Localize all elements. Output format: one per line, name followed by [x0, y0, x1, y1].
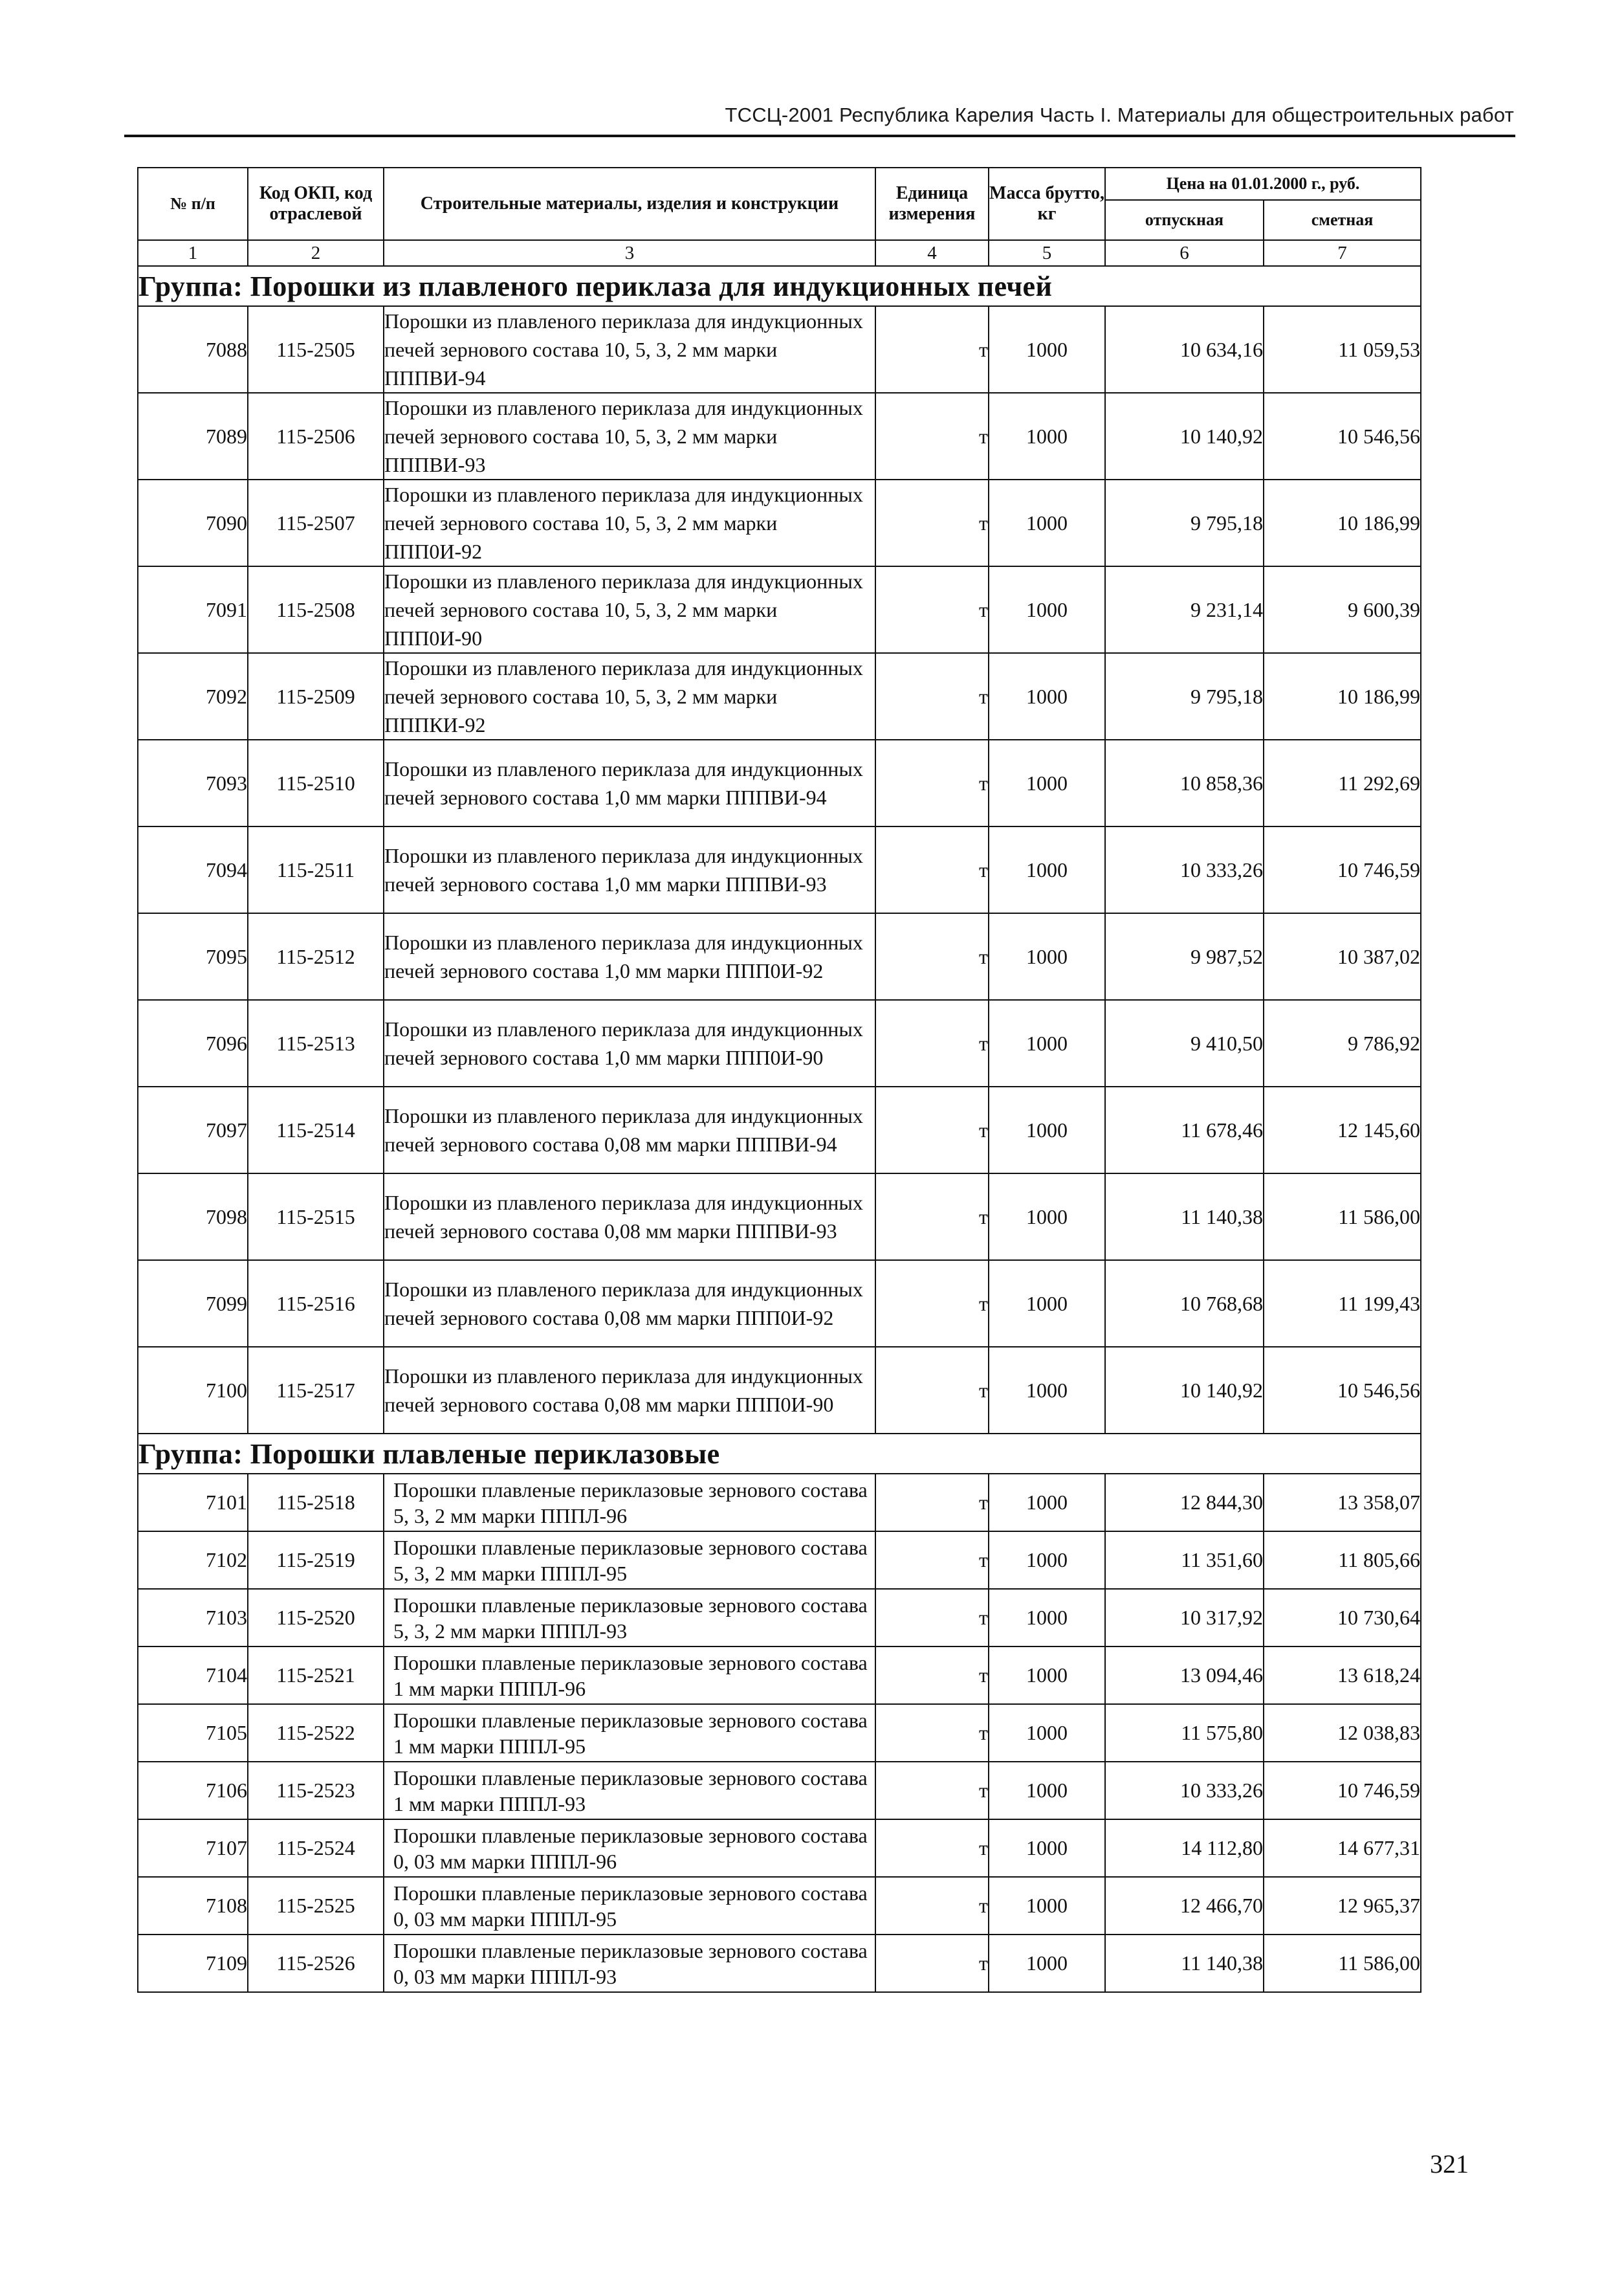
- row-price-estimate: 11 199,43: [1264, 1260, 1421, 1347]
- column-number: 6: [1105, 240, 1264, 266]
- table-row: [138, 1260, 1421, 1347]
- row-number: 7107: [138, 1819, 248, 1877]
- row-price-release: 11 575,80: [1105, 1704, 1264, 1762]
- row-description: Порошки из плавленого периклаза для индукционных печей зернового состава 10, 5, 3, 2 мм марки ППП0И-90: [384, 566, 875, 653]
- row-description: Порошки из плавленого периклаза для индукционных печей зернового состава 0,08 мм марки ПППВИ-93: [384, 1173, 875, 1260]
- row-price-release: 10 634,16: [1105, 306, 1264, 393]
- row-price-estimate: 10 186,99: [1264, 480, 1421, 566]
- row-mass: 1000: [989, 393, 1105, 480]
- row-mass: 1000: [989, 1474, 1105, 1531]
- row-price-estimate: 9 600,39: [1264, 566, 1421, 653]
- row-description: Порошки плавленые периклазовые зернового состава 1 мм марки ПППЛ-96: [384, 1647, 875, 1704]
- row-price-release: 10 333,26: [1105, 826, 1264, 913]
- row-price-estimate: 11 059,53: [1264, 306, 1421, 393]
- page-number: 321: [1430, 2149, 1469, 2179]
- table-header: [138, 168, 1421, 266]
- row-price-estimate: 12 145,60: [1264, 1087, 1421, 1173]
- price-table: [137, 167, 1421, 1993]
- row-mass: 1000: [989, 1087, 1105, 1173]
- row-mass: 1000: [989, 1000, 1105, 1087]
- header-price-release: отпускная: [1105, 200, 1264, 240]
- row-price-release: 10 768,68: [1105, 1260, 1264, 1347]
- row-code: 115-2519: [248, 1531, 384, 1589]
- table-row: [138, 913, 1421, 1000]
- row-price-estimate: 11 805,66: [1264, 1531, 1421, 1589]
- column-number: 1: [138, 240, 248, 266]
- row-number: 7109: [138, 1935, 248, 1992]
- row-price-estimate: 11 586,00: [1264, 1173, 1421, 1260]
- column-number: 2: [248, 240, 384, 266]
- row-number: 7091: [138, 566, 248, 653]
- row-code: 115-2507: [248, 480, 384, 566]
- row-code: 115-2511: [248, 826, 384, 913]
- table-row: [138, 653, 1421, 740]
- row-price-estimate: 14 677,31: [1264, 1819, 1421, 1877]
- row-code: 115-2508: [248, 566, 384, 653]
- row-unit: т: [875, 1173, 989, 1260]
- table-row: [138, 1647, 1421, 1704]
- row-description: Порошки из плавленого периклаза для индукционных печей зернового состава 0,08 мм марки ППП0И-92: [384, 1260, 875, 1347]
- row-mass: 1000: [989, 1877, 1105, 1935]
- table-row: [138, 1173, 1421, 1260]
- row-unit: т: [875, 740, 989, 826]
- row-description: Порошки из плавленого периклаза для индукционных печей зернового состава 10, 5, 3, 2 мм марки ППП0И-92: [384, 480, 875, 566]
- row-code: 115-2525: [248, 1877, 384, 1935]
- row-description: Порошки из плавленого периклаза для индукционных печей зернового состава 1,0 мм марки ППП0И-90: [384, 1000, 875, 1087]
- table-row: [138, 1935, 1421, 1992]
- row-code: 115-2512: [248, 913, 384, 1000]
- row-number: 7104: [138, 1647, 248, 1704]
- row-price-estimate: 13 358,07: [1264, 1474, 1421, 1531]
- row-unit: т: [875, 1819, 989, 1877]
- row-code: 115-2516: [248, 1260, 384, 1347]
- row-number: 7096: [138, 1000, 248, 1087]
- row-description: Порошки из плавленого периклаза для индукционных печей зернового состава 10, 5, 3, 2 мм марки ПППВИ-94: [384, 306, 875, 393]
- row-mass: 1000: [989, 653, 1105, 740]
- row-unit: т: [875, 1531, 989, 1589]
- row-description: Порошки из плавленого периклаза для индукционных печей зернового состава 10, 5, 3, 2 мм марки ПППВИ-93: [384, 393, 875, 480]
- row-price-release: 10 333,26: [1105, 1762, 1264, 1819]
- row-code: 115-2520: [248, 1589, 384, 1647]
- row-number: 7092: [138, 653, 248, 740]
- table-row: [138, 566, 1421, 653]
- row-code: 115-2513: [248, 1000, 384, 1087]
- row-description: Порошки из плавленого периклаза для индукционных печей зернового состава 1,0 мм марки ППП0И-92: [384, 913, 875, 1000]
- row-unit: т: [875, 1260, 989, 1347]
- row-unit: т: [875, 1347, 989, 1434]
- row-code: 115-2517: [248, 1347, 384, 1434]
- table-row: [138, 1000, 1421, 1087]
- header-code: Код ОКП, код отраслевой: [248, 168, 384, 240]
- row-unit: т: [875, 1647, 989, 1704]
- row-unit: т: [875, 1000, 989, 1087]
- table-row: [138, 1589, 1421, 1647]
- table-row: [138, 740, 1421, 826]
- row-price-estimate: 10 746,59: [1264, 1762, 1421, 1819]
- row-number: 7101: [138, 1474, 248, 1531]
- row-number: 7088: [138, 306, 248, 393]
- row-price-release: 10 317,92: [1105, 1589, 1264, 1647]
- row-unit: т: [875, 1762, 989, 1819]
- group-row: [138, 1434, 1421, 1474]
- group-title: Группа: Порошки плавленые периклазовые: [138, 1434, 1421, 1474]
- row-number: 7108: [138, 1877, 248, 1935]
- row-number: 7106: [138, 1762, 248, 1819]
- row-mass: 1000: [989, 913, 1105, 1000]
- row-price-estimate: 10 730,64: [1264, 1589, 1421, 1647]
- row-description: Порошки плавленые периклазовые зернового состава 0, 03 мм марки ПППЛ-95: [384, 1877, 875, 1935]
- row-price-release: 11 351,60: [1105, 1531, 1264, 1589]
- table-row: [138, 1474, 1421, 1531]
- row-description: Порошки из плавленого периклаза для индукционных печей зернового состава 10, 5, 3, 2 мм марки ПППКИ-92: [384, 653, 875, 740]
- column-number: 4: [875, 240, 989, 266]
- header-price: Цена на 01.01.2000 г., руб.: [1105, 168, 1421, 200]
- row-price-release: 11 140,38: [1105, 1935, 1264, 1992]
- row-code: 115-2518: [248, 1474, 384, 1531]
- row-mass: 1000: [989, 1260, 1105, 1347]
- row-description: Порошки плавленые периклазовые зернового состава 0, 03 мм марки ПППЛ-93: [384, 1935, 875, 1992]
- row-unit: т: [875, 393, 989, 480]
- table-row: [138, 306, 1421, 393]
- row-price-release: 12 466,70: [1105, 1877, 1264, 1935]
- table-row: [138, 1087, 1421, 1173]
- row-mass: 1000: [989, 1173, 1105, 1260]
- table-row: [138, 1762, 1421, 1819]
- row-number: 7093: [138, 740, 248, 826]
- row-price-estimate: 10 546,56: [1264, 1347, 1421, 1434]
- table-row: [138, 1877, 1421, 1935]
- row-price-release: 10 140,92: [1105, 393, 1264, 480]
- row-unit: т: [875, 913, 989, 1000]
- row-price-estimate: 13 618,24: [1264, 1647, 1421, 1704]
- row-description: Порошки плавленые периклазовые зернового состава 5, 3, 2 мм марки ПППЛ-96: [384, 1474, 875, 1531]
- row-unit: т: [875, 1474, 989, 1531]
- row-price-estimate: 12 965,37: [1264, 1877, 1421, 1935]
- row-price-release: 9 795,18: [1105, 653, 1264, 740]
- row-number: 7097: [138, 1087, 248, 1173]
- row-price-release: 9 231,14: [1105, 566, 1264, 653]
- table-body: [138, 266, 1421, 1992]
- row-mass: 1000: [989, 1819, 1105, 1877]
- row-unit: т: [875, 1877, 989, 1935]
- row-price-release: 11 678,46: [1105, 1087, 1264, 1173]
- header-price-estimate: сметная: [1264, 200, 1421, 240]
- row-price-release: 11 140,38: [1105, 1173, 1264, 1260]
- row-mass: 1000: [989, 1935, 1105, 1992]
- row-description: Порошки из плавленого периклаза для индукционных печей зернового состава 1,0 мм марки ПППВИ-93: [384, 826, 875, 913]
- row-code: 115-2506: [248, 393, 384, 480]
- row-mass: 1000: [989, 826, 1105, 913]
- group-row: [138, 266, 1421, 306]
- row-code: 115-2522: [248, 1704, 384, 1762]
- row-code: 115-2524: [248, 1819, 384, 1877]
- row-mass: 1000: [989, 1589, 1105, 1647]
- table-row: [138, 1531, 1421, 1589]
- header-materials: Строительные материалы, изделия и конструкции: [384, 168, 875, 240]
- row-mass: 1000: [989, 480, 1105, 566]
- row-number: 7102: [138, 1531, 248, 1589]
- group-title: Группа: Порошки из плавленого периклаза для индукционных печей: [138, 266, 1421, 306]
- row-number: 7098: [138, 1173, 248, 1260]
- row-unit: т: [875, 480, 989, 566]
- row-number: 7100: [138, 1347, 248, 1434]
- row-price-release: 9 795,18: [1105, 480, 1264, 566]
- row-code: 115-2526: [248, 1935, 384, 1992]
- row-price-estimate: 9 786,92: [1264, 1000, 1421, 1087]
- row-price-estimate: 10 746,59: [1264, 826, 1421, 913]
- row-mass: 1000: [989, 1762, 1105, 1819]
- row-number: 7094: [138, 826, 248, 913]
- row-price-estimate: 11 586,00: [1264, 1935, 1421, 1992]
- row-code: 115-2521: [248, 1647, 384, 1704]
- row-mass: 1000: [989, 1347, 1105, 1434]
- row-price-release: 12 844,30: [1105, 1474, 1264, 1531]
- column-number: 5: [989, 240, 1105, 266]
- row-mass: 1000: [989, 306, 1105, 393]
- row-price-estimate: 10 186,99: [1264, 653, 1421, 740]
- row-unit: т: [875, 566, 989, 653]
- row-description: Порошки из плавленого периклаза для индукционных печей зернового состава 0,08 мм марки ППП0И-90: [384, 1347, 875, 1434]
- row-unit: т: [875, 653, 989, 740]
- row-price-estimate: 12 038,83: [1264, 1704, 1421, 1762]
- table-row: [138, 393, 1421, 480]
- row-unit: т: [875, 1704, 989, 1762]
- column-number: 3: [384, 240, 875, 266]
- row-description: Порошки плавленые периклазовые зернового состава 5, 3, 2 мм марки ПППЛ-95: [384, 1531, 875, 1589]
- row-mass: 1000: [989, 1531, 1105, 1589]
- row-unit: т: [875, 826, 989, 913]
- row-mass: 1000: [989, 1647, 1105, 1704]
- row-price-estimate: 10 387,02: [1264, 913, 1421, 1000]
- row-unit: т: [875, 306, 989, 393]
- table-row: [138, 1704, 1421, 1762]
- row-price-estimate: 10 546,56: [1264, 393, 1421, 480]
- row-price-release: 10 140,92: [1105, 1347, 1264, 1434]
- row-description: Порошки плавленые периклазовые зернового состава 5, 3, 2 мм марки ПППЛ-93: [384, 1589, 875, 1647]
- row-price-release: 9 410,50: [1105, 1000, 1264, 1087]
- header-unit: Единица измерения: [875, 168, 989, 240]
- row-unit: т: [875, 1087, 989, 1173]
- row-mass: 1000: [989, 740, 1105, 826]
- row-unit: т: [875, 1935, 989, 1992]
- row-description: Порошки плавленые периклазовые зернового состава 1 мм марки ПППЛ-93: [384, 1762, 875, 1819]
- header-rule: [124, 135, 1515, 137]
- row-number: 7090: [138, 480, 248, 566]
- column-number-row: [138, 240, 1421, 266]
- header-mass: Масса брутто, кг: [989, 168, 1105, 240]
- row-code: 115-2514: [248, 1087, 384, 1173]
- row-price-release: 10 858,36: [1105, 740, 1264, 826]
- row-code: 115-2505: [248, 306, 384, 393]
- table-row: [138, 480, 1421, 566]
- row-description: Порошки из плавленого периклаза для индукционных печей зернового состава 1,0 мм марки ПППВИ-94: [384, 740, 875, 826]
- row-mass: 1000: [989, 566, 1105, 653]
- row-unit: т: [875, 1589, 989, 1647]
- row-description: Порошки из плавленого периклаза для индукционных печей зернового состава 0,08 мм марки ПППВИ-94: [384, 1087, 875, 1173]
- running-header: ТССЦ-2001 Республика Карелия Часть I. Материалы для общестроительных работ: [725, 104, 1514, 126]
- row-description: Порошки плавленые периклазовые зернового состава 0, 03 мм марки ПППЛ-96: [384, 1819, 875, 1877]
- row-number: 7095: [138, 913, 248, 1000]
- table-row: [138, 1819, 1421, 1877]
- row-number: 7089: [138, 393, 248, 480]
- row-number: 7105: [138, 1704, 248, 1762]
- header-num: № п/п: [138, 168, 248, 240]
- row-price-release: 9 987,52: [1105, 913, 1264, 1000]
- row-price-release: 13 094,46: [1105, 1647, 1264, 1704]
- row-price-estimate: 11 292,69: [1264, 740, 1421, 826]
- row-price-release: 14 112,80: [1105, 1819, 1264, 1877]
- row-description: Порошки плавленые периклазовые зернового состава 1 мм марки ПППЛ-95: [384, 1704, 875, 1762]
- table-row: [138, 826, 1421, 913]
- table-row: [138, 1347, 1421, 1434]
- row-mass: 1000: [989, 1704, 1105, 1762]
- row-code: 115-2510: [248, 740, 384, 826]
- row-number: 7099: [138, 1260, 248, 1347]
- row-code: 115-2515: [248, 1173, 384, 1260]
- column-number: 7: [1264, 240, 1421, 266]
- row-code: 115-2509: [248, 653, 384, 740]
- row-number: 7103: [138, 1589, 248, 1647]
- row-code: 115-2523: [248, 1762, 384, 1819]
